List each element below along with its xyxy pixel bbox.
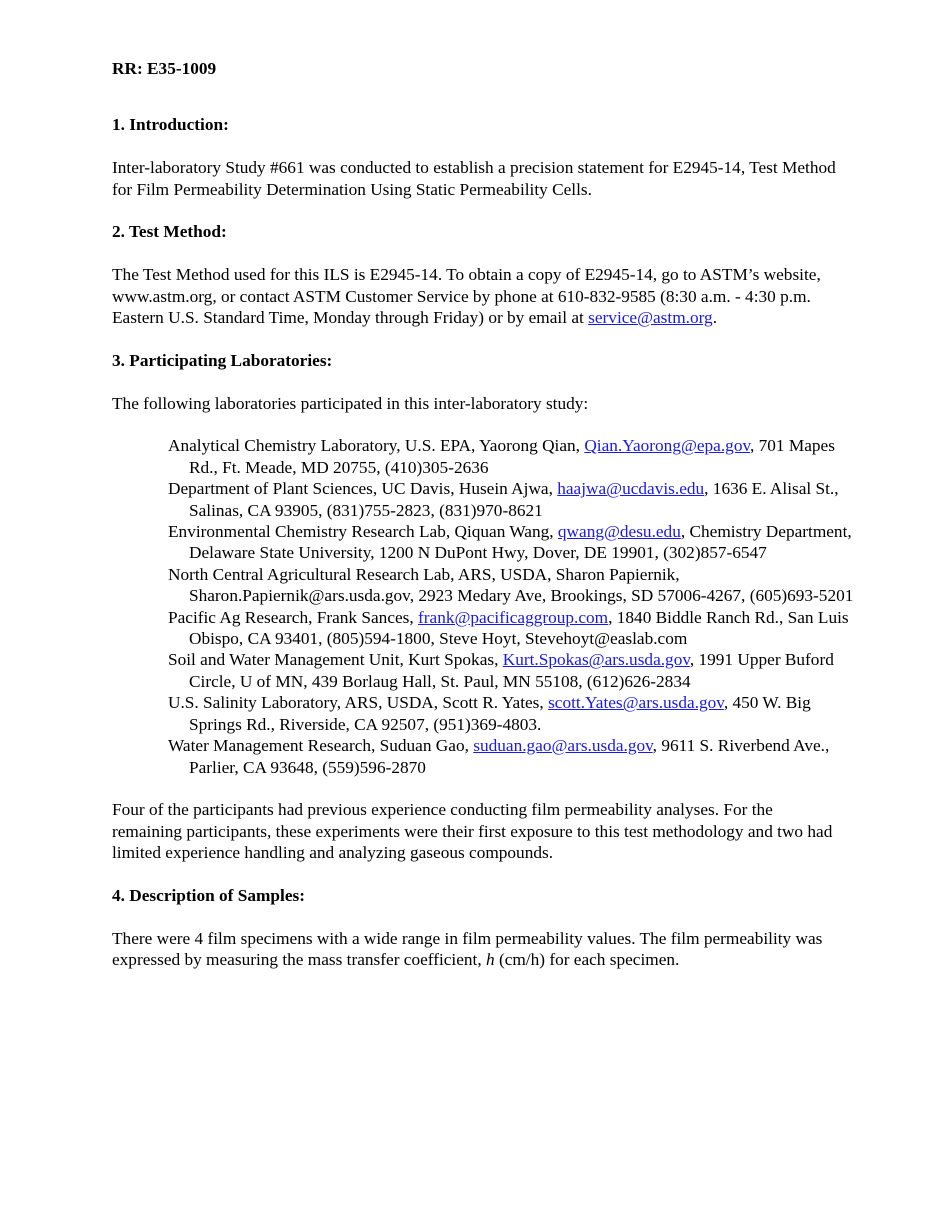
lab-email-link[interactable]: scott.Yates@ars.usda.gov: [548, 693, 724, 713]
lab-email-link[interactable]: haajwa@ucdavis.edu: [557, 479, 705, 499]
list-item: [168, 478, 858, 521]
lab-text: Water Management Research, Suduan Gao,: [168, 736, 474, 756]
lab-text: , 1840 Biddle Ranch Rd., San Luis Obispo, CA 93401, (805)594-1800, Steve Hoyt, Stevehoyt@easlab.com: [189, 607, 849, 649]
samples-text: [112, 928, 842, 971]
section-heading-test-method: 2. Test Method:: [112, 222, 227, 242]
section-heading-samples: 4. Description of Samples:: [112, 885, 305, 905]
list-item: [168, 607, 858, 650]
labs-intro-text: The following laboratories participated in this inter-laboratory study:: [112, 393, 589, 413]
report-number: RR: E35-1009: [112, 59, 217, 78]
lab-text: , Chemistry Department, Delaware State University, 1200 N DuPont Hwy, Dover, DE 19901, (302)857-6547: [189, 522, 852, 563]
lab-text: Soil and Water Management Unit, Kurt Spokas,: [168, 650, 503, 670]
list-item: [168, 435, 858, 478]
document-page: [112, 58, 854, 971]
variable-h: h: [485, 950, 495, 970]
labs-outro-text: Four of the participants had previous experience conducting film permeability analyses. For the remaining participants, these experiments were their first exposure to this test methodology and two had limited experience handling and analyzing gaseous compounds.: [112, 800, 833, 863]
lab-email-link[interactable]: Qian.Yaorong@epa.gov: [584, 436, 750, 456]
lab-text: , 701 Mapes Rd., Ft. Meade, MD 20755, (410)305-2636: [189, 436, 835, 477]
lab-text: Analytical Chemistry Laboratory, U.S. EPA, Yaorong Qian,: [168, 436, 585, 456]
test-method-text: [112, 264, 842, 328]
lab-text: , 450 W. Big Springs Rd., Riverside, CA 92507, (951)369-4803.: [189, 693, 811, 734]
list-item: [168, 564, 858, 607]
lab-text: , 1991 Upper Buford Circle, U of MN, 439 Borlaug Hall, St. Paul, MN 55108, (612)626-2834: [189, 650, 834, 691]
lab-email-link[interactable]: Kurt.Spokas@ars.usda.gov: [502, 650, 690, 670]
lab-text: Environmental Chemistry Research Lab, Qiquan Wang,: [168, 522, 558, 542]
lab-list: [168, 435, 858, 778]
list-item: [168, 649, 858, 692]
list-item: [168, 521, 858, 564]
samples-text-pre: There were 4 film specimens with a wide range in film permeability values. The film permeability was expressed by measuring the mass transfer coefficient,: [112, 928, 823, 970]
lab-email-link[interactable]: suduan.gao@ars.usda.gov: [473, 736, 653, 756]
lab-text: , 1636 E. Alisal St., Salinas, CA 93905, (831)755-2823, (831)970-8621: [189, 479, 839, 520]
lab-text: , 9611 S. Riverbend Ave., Parlier, CA 93648, (559)596-2870: [189, 736, 830, 777]
lab-text: U.S. Salinity Laboratory, ARS, USDA, Scott R. Yates,: [168, 693, 549, 713]
lab-text: Department of Plant Sciences, UC Davis, Husein Ajwa,: [168, 479, 558, 499]
introduction-text: Inter-laboratory Study #661 was conducted to establish a precision statement for E2945-14, Test Method for Film Permeability Determination Using Static Permeability Cells.: [112, 158, 836, 199]
list-item: [168, 735, 858, 778]
section-heading-introduction: 1. Introduction:: [112, 115, 229, 135]
test-method-suffix: .: [712, 308, 718, 328]
astm-email-link[interactable]: service@astm.org: [588, 308, 713, 328]
section-heading-participating-labs: 3. Participating Laboratories:: [112, 350, 333, 370]
samples-text-post: (cm/h) for each specimen.: [494, 950, 680, 970]
lab-email-link[interactable]: qwang@desu.edu: [557, 522, 681, 542]
list-item: [168, 692, 858, 735]
lab-email-link[interactable]: frank@pacificaggroup.com: [418, 607, 609, 627]
lab-text: North Central Agricultural Research Lab, ARS, USDA, Sharon Papiernik, Sharon.Papiernik@ars.usda.gov, 2923 Medary Ave, Brookings, SD 57006-4267, (605)693-5201: [168, 564, 854, 606]
test-method-body: The Test Method used for this ILS is E2945-14. To obtain a copy of E2945-14, go to ASTM’s website, www.astm.org, or contact ASTM Customer Service by phone at 610-832-9585 (8:30 a.m. - 4:30 p.m. Eastern U.S. Standard Time, Monday through Friday) or by email at: [112, 265, 821, 328]
lab-text: Pacific Ag Research, Frank Sances,: [168, 607, 419, 627]
